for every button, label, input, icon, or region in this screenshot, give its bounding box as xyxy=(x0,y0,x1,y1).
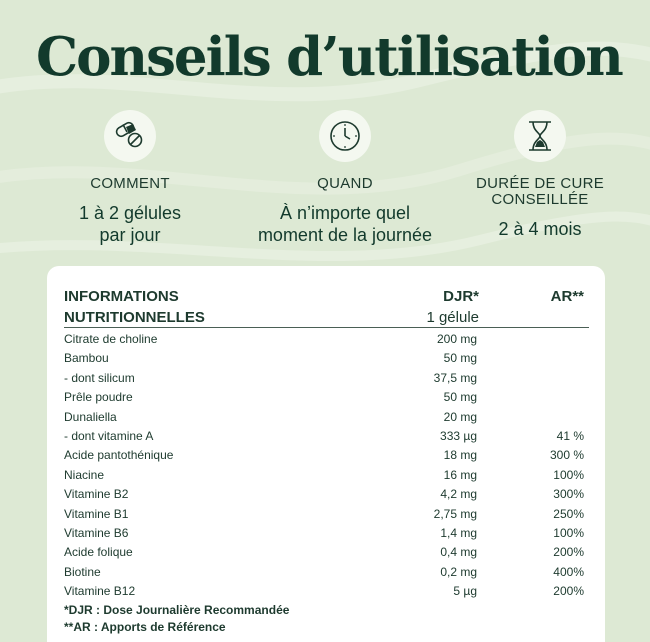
pills-icon xyxy=(104,110,156,162)
cell-name: Acide folique xyxy=(64,545,133,560)
table-row xyxy=(64,446,589,465)
cell-name: Vitamine B2 xyxy=(64,487,129,502)
cell-djr: 333 µg xyxy=(440,428,477,443)
clock-icon xyxy=(319,110,371,162)
header-info xyxy=(64,286,205,328)
cell-name: Niacine xyxy=(64,467,105,482)
table-row xyxy=(64,505,589,524)
page-title: Conseils d’utilisation xyxy=(36,26,622,88)
header-info-line2: NUTRITIONNELLES xyxy=(64,309,205,326)
footnote-djr: *DJR : Dose Journalière Recommandée xyxy=(64,603,290,617)
cell-name: Dunaliella xyxy=(64,409,117,424)
cell-djr: 37,5 mg xyxy=(433,370,477,385)
usage-label: COMMENT xyxy=(90,175,170,192)
table-row xyxy=(64,369,589,388)
usage-duree xyxy=(440,110,640,240)
table-row xyxy=(64,408,589,427)
cell-ar: 250% xyxy=(553,506,584,521)
table-row xyxy=(64,466,589,485)
header-ar: AR** xyxy=(550,288,584,305)
table-row xyxy=(64,427,589,446)
cell-name: - dont vitamine A xyxy=(64,428,154,443)
cell-name: Prêle poudre xyxy=(64,390,133,405)
header-djr-sub: 1 gélule xyxy=(426,309,479,326)
cell-djr: 0,2 mg xyxy=(440,564,477,579)
nutrition-rows xyxy=(64,330,589,601)
cell-djr: 200 mg xyxy=(436,332,477,346)
usage-value: À n’importe quel moment de la journée xyxy=(257,203,433,245)
cell-djr: 0,4 mg xyxy=(440,545,477,560)
hourglass-icon xyxy=(514,110,566,162)
cell-name: Vitamine B1 xyxy=(64,506,129,521)
cell-djr: 16 mg xyxy=(443,467,477,482)
table-row xyxy=(64,524,589,543)
cell-ar: 300% xyxy=(553,487,584,502)
usage-quand xyxy=(245,110,445,246)
footnote-ar: **AR : Apports de Référence xyxy=(64,620,226,634)
usage-value: 1 à 2 gélules par jour xyxy=(78,203,182,245)
cell-ar: 100% xyxy=(553,467,584,482)
cell-djr: 1,4 mg xyxy=(440,525,477,540)
cell-name: Vitamine B12 xyxy=(64,584,136,599)
cell-djr: 4,2 mg xyxy=(440,487,477,502)
cell-name: - dont silicum xyxy=(64,370,135,385)
usage-label: QUAND xyxy=(317,175,373,192)
cell-ar: 41 % xyxy=(556,428,584,443)
cell-name: Biotine xyxy=(64,564,101,579)
table-row xyxy=(64,388,589,407)
usage-value: 2 à 4 mois xyxy=(498,219,582,239)
cell-ar: 100% xyxy=(553,525,584,540)
cell-ar: 200% xyxy=(553,545,584,560)
nutrition-card xyxy=(47,266,605,642)
cell-djr: 2,75 mg xyxy=(433,506,477,521)
cell-ar: 300 % xyxy=(549,448,584,463)
footnotes xyxy=(64,602,289,636)
usage-comment xyxy=(30,110,230,246)
cell-ar: 200% xyxy=(553,584,584,599)
header-djr-label: DJR* xyxy=(443,288,479,305)
cell-name: Citrate de choline xyxy=(64,332,158,346)
cell-name: Bambou xyxy=(64,351,109,366)
cell-name: Acide pantothénique xyxy=(64,448,174,463)
table-row xyxy=(64,543,589,562)
cell-djr: 5 µg xyxy=(453,584,477,599)
cell-name: Vitamine B6 xyxy=(64,525,129,540)
header-djr xyxy=(426,286,479,328)
table-row xyxy=(64,349,589,368)
cell-djr: 18 mg xyxy=(443,448,477,463)
usage-label: DURÉE DE CURE CONSEILLÉE xyxy=(475,175,605,208)
cell-ar: 400% xyxy=(553,564,584,579)
table-header xyxy=(64,286,589,328)
cell-djr: 20 mg xyxy=(443,409,477,424)
table-row xyxy=(64,485,589,504)
table-row xyxy=(64,582,589,601)
table-row xyxy=(64,330,589,349)
cell-djr: 50 mg xyxy=(443,351,477,366)
cell-djr: 50 mg xyxy=(443,390,477,405)
table-row xyxy=(64,563,589,582)
header-info-line1: INFORMATIONS xyxy=(64,288,179,305)
